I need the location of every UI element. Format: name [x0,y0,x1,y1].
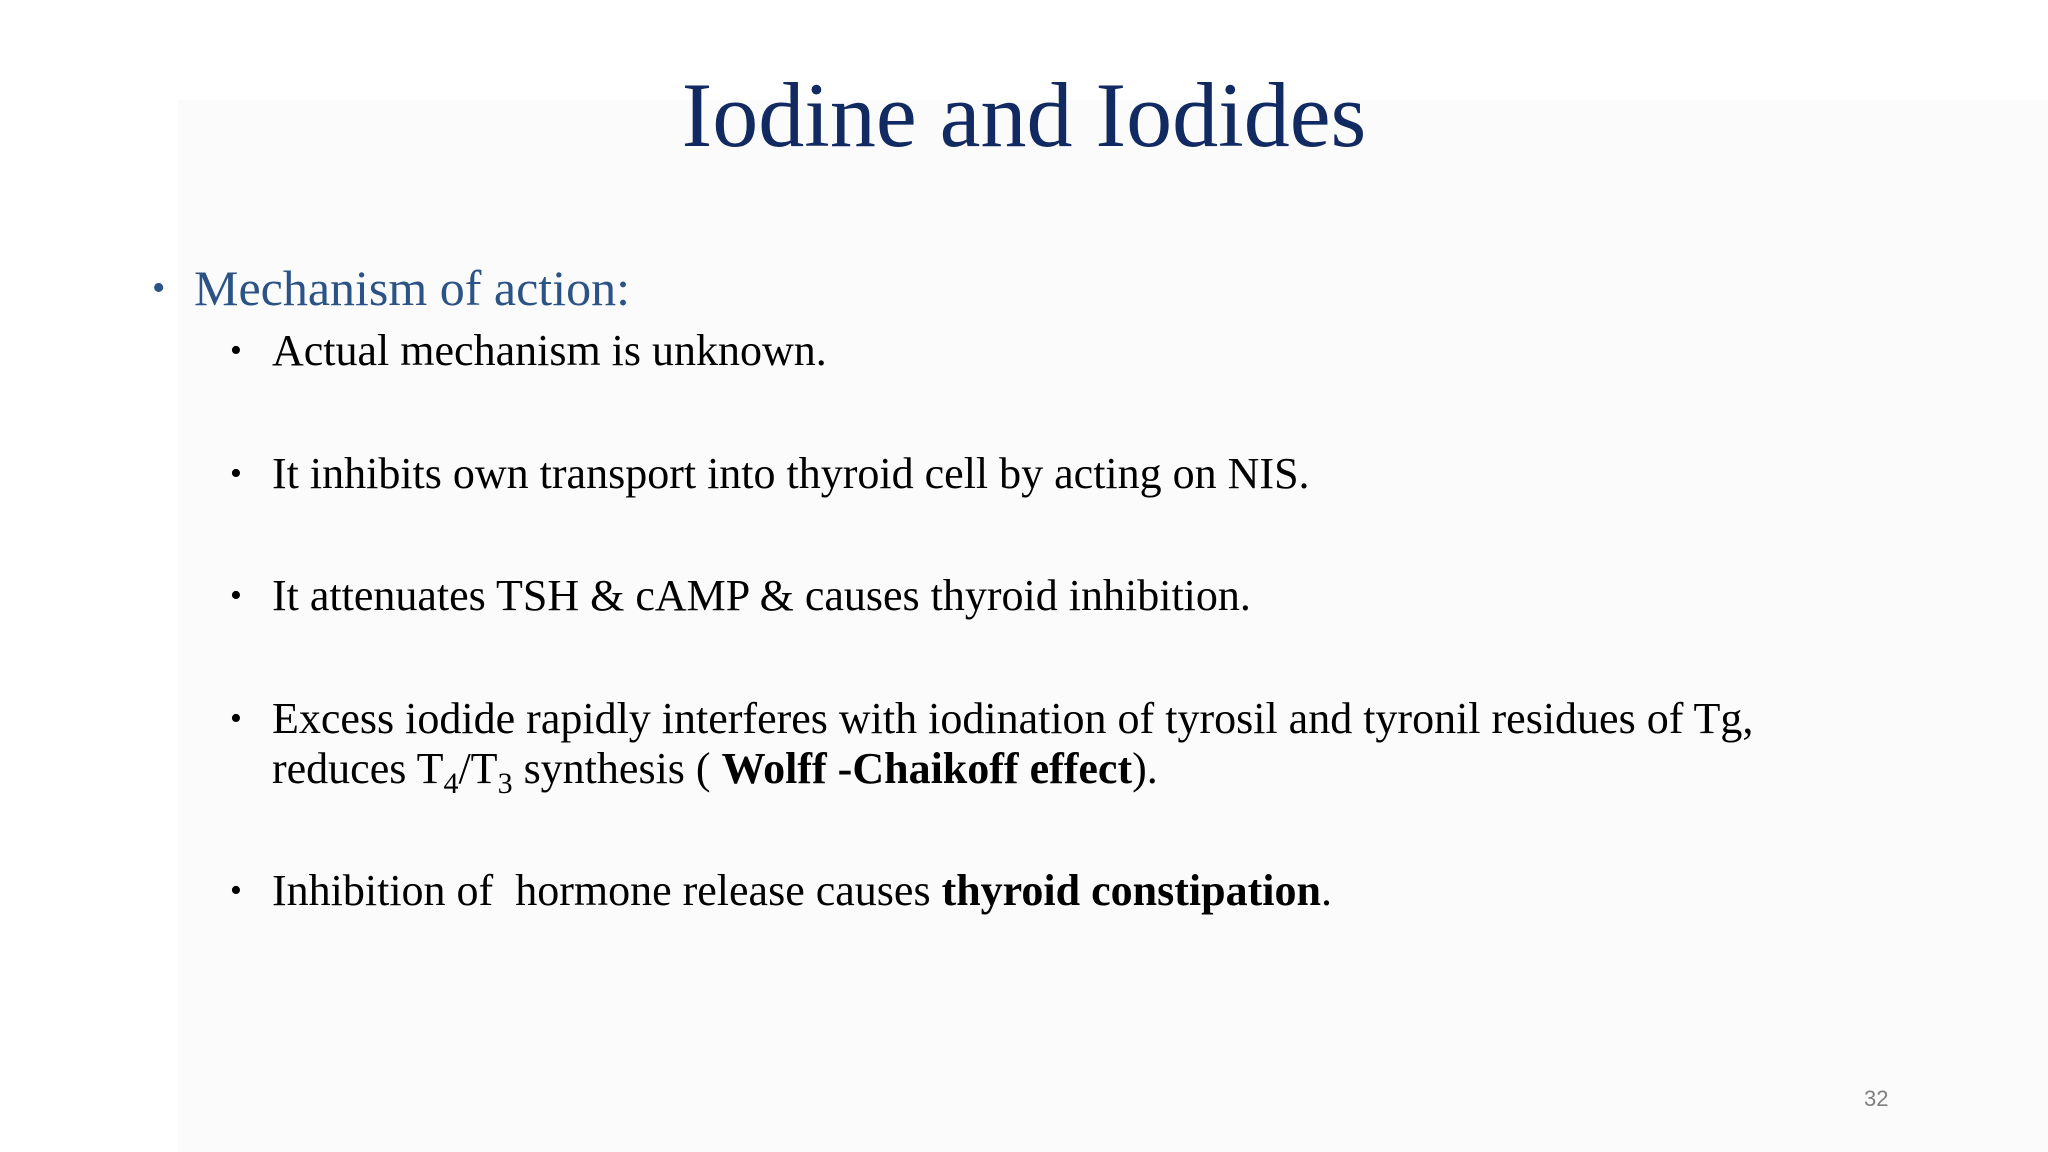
bullet-icon: • [230,700,242,737]
emphasis-term: Wolff -Chaikoff effect [721,744,1133,793]
emphasis-term: thyroid constipation [941,866,1321,915]
text-run: /T [458,744,498,793]
bullet-icon: • [230,455,242,492]
text-run: Inhibition of hormone release causes [272,866,942,915]
text-run: . [1320,866,1332,915]
text-run: ). [1132,744,1158,793]
bullet-icon: • [230,872,242,909]
text-run: reduces T [272,744,444,793]
bullet-text: Actual mechanism is unknown. [272,326,827,375]
bullet-icon: • [152,267,166,309]
bullet-text-line [272,744,1900,800]
subscript: 3 [497,767,513,800]
bullet-text: It inhibits own transport into thyroid cell by acting on NIS. [272,449,1310,498]
subscript: 4 [443,767,459,800]
slide-title: Iodine and Iodides [681,64,1367,166]
page-number: 32 [1864,1086,1889,1111]
bullet-text: It attenuates TSH & cAMP & causes thyroid inhibition. [272,571,1251,620]
bullet-icon: • [230,332,242,369]
bullet-text [272,694,1900,800]
bullet-text [272,866,1900,916]
section-heading-text: Mechanism of action: [194,260,630,316]
text-run: synthesis ( [512,744,722,793]
bullet-icon: • [230,577,242,614]
bullet-text-line: Excess iodide rapidly interferes with iodination of tyrosil and tyronil residues of Tg, [272,694,1754,743]
